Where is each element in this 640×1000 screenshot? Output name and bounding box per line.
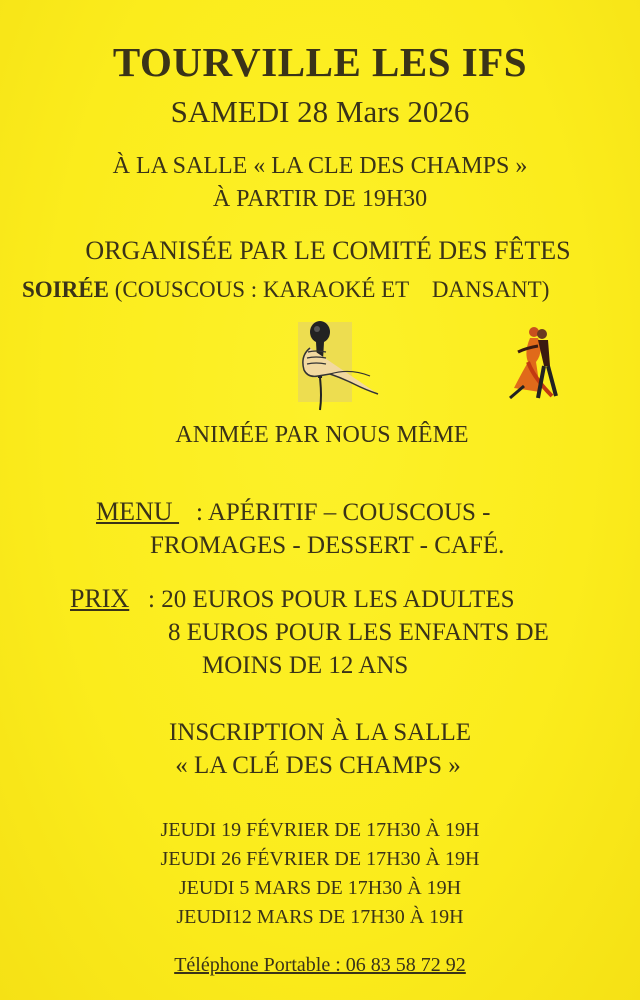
organizer: ORGANISÉE PAR LE COMITÉ DES FÊTES bbox=[85, 236, 571, 265]
menu-items-2: FROMAGES - DESSERT - CAFÉ. bbox=[150, 532, 505, 559]
soiree-line bbox=[22, 277, 549, 303]
menu-label: MENU bbox=[96, 497, 180, 526]
event-date: SAMEDI 28 Mars 2026 bbox=[170, 94, 470, 129]
inscription-title: INSCRIPTION À LA SALLE bbox=[168, 719, 472, 746]
price-adults: : 20 EUROS POUR LES ADULTES bbox=[148, 586, 515, 613]
schedule-item: JEUDI 26 FÉVRIER DE 17H30 À 19H bbox=[160, 848, 480, 870]
dancing-couple-icon bbox=[500, 322, 562, 402]
phone-contact: Téléphone Portable : 06 83 58 72 92 bbox=[174, 954, 466, 976]
schedule-item: JEUDI12 MARS DE 17H30 À 19H bbox=[176, 906, 464, 928]
menu-items-1: : APÉRITIF – COUSCOUS - bbox=[196, 499, 491, 526]
animation-line: ANIMÉE PAR NOUS MÊME bbox=[175, 422, 469, 448]
inscription-venue: « LA CLÉ DES CHAMPS » bbox=[175, 752, 461, 779]
soiree-label: SOIRÉE bbox=[22, 277, 109, 302]
price-children-age: MOINS DE 12 ANS bbox=[202, 652, 409, 679]
venue-line: À LA SALLE « LA CLE DES CHAMPS » bbox=[112, 153, 528, 179]
price-children: 8 EUROS POUR LES ENFANTS DE bbox=[168, 619, 549, 646]
schedule-item: JEUDI 5 MARS DE 17H30 À 19H bbox=[178, 877, 462, 899]
start-time: À PARTIR DE 19H30 bbox=[212, 186, 428, 212]
microphone-hand-icon bbox=[290, 318, 382, 412]
poster-title: TOURVILLE LES IFS bbox=[112, 39, 528, 85]
schedule-item: JEUDI 19 FÉVRIER DE 17H30 À 19H bbox=[160, 819, 480, 841]
price-label: PRIX bbox=[70, 584, 130, 613]
soiree-description: (COUSCOUS : KARAOKÉ ET DANSANT) bbox=[114, 277, 550, 302]
